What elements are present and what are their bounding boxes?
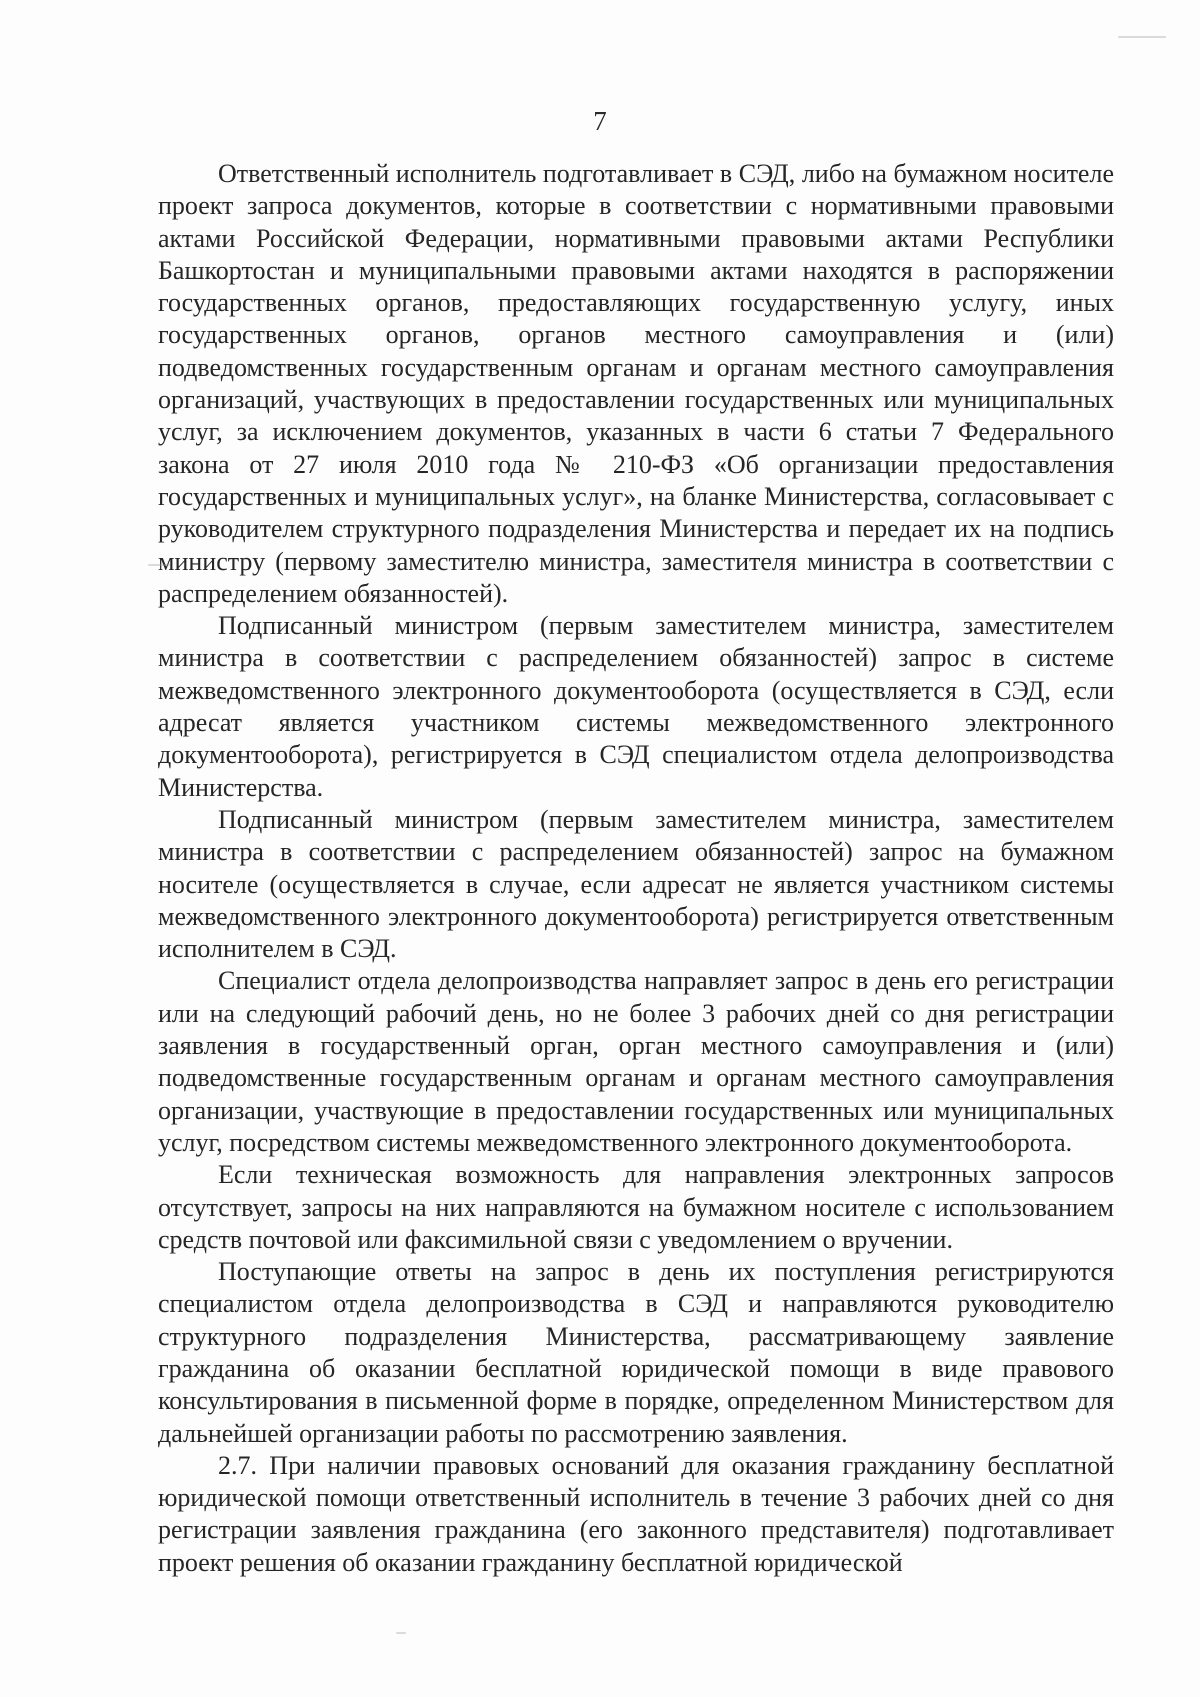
paragraph-postal-request: Если техническая возможность для направления электронных запросов отсутствует, запросы на них направляются на бумажном носителе с использованием средств почтовой или факсимильной связи с уведомлением о вручении.: [158, 1160, 1114, 1254]
scan-speck: [148, 564, 170, 566]
scan-speck: [1118, 36, 1166, 38]
paragraph-paper-request: Подписанный министром (первым заместителем министра, заместителем министра в соответствии с распределением обязанностей) запрос на бумажном носителе (осуществляется в случае, если адресат не является участником системы межведомственного электронного документооборота) регистрируется ответственным исполнителем в СЭД.: [158, 804, 1114, 964]
document-body: [158, 158, 1114, 1579]
paragraph-electronic-request: Подписанный министром (первым заместителем министра, заместителем министра в соответствии с распределением обязанностей) запрос в системе межведомственного электронного документооборота (осуществляется в СЭД, если адресат является участником системы межведомственного электронного документооборота), регистрируется в СЭД специалистом отдела делопроизводства Министерства.: [158, 611, 1114, 802]
paragraph-section-2-7: 2.7. При наличии правовых оснований для оказания гражданину бесплатной юридической помощи ответственный исполнитель в течение 3 рабочих дней со дня регистрации заявления гражданина (его законного представителя) подготавливает проект решения об оказании гражданину бесплатной юридической: [158, 1450, 1114, 1577]
paragraph-incoming-answers: Поступающие ответы на запрос в день их поступления регистрируются специалистом отдела делопроизводства в СЭД и направляются руководителю структурного подразделения Министерства, рассматривающему заявление гражданина об оказании бесплатной юридической помощи в виде правового консультирования в письменной форме в порядке, определенном Министерством для дальнейшей организации работы по рассмотрению заявления.: [158, 1257, 1114, 1448]
paragraph-request-sending: Специалист отдела делопроизводства направляет запрос в день его регистрации или на следующий рабочий день, но не более 3 рабочих дней со дня регистрации заявления в государственный орган, орган местного самоуправления и (или) подведомственные государственным органам и органам местного самоуправления организации, участвующие в предоставлении государственных или муниципальных услуг, посредством системы межведомственного электронного документооборота.: [158, 966, 1114, 1157]
scan-speck: [396, 1632, 406, 1634]
page-number: 7: [593, 106, 607, 136]
paragraph-request-preparation: Ответственный исполнитель подготавливает в СЭД, либо на бумажном носителе проект запроса документов, которые в соответствии с нормативными правовыми актами Российской Федерации, нормативными правовыми актами Республики Башкортостан и муниципальными правовыми актами находятся в распоряжении государственных органов, предоставляющих государственную услугу, иных государственных органов, органов местного самоуправления и (или) подведомственных государственным органам и органам местного самоуправления организаций, участвующих в предоставлении государственных или муниципальных услуг, за исключением документов, указанных в части 6 статьи 7 Федерального закона от 27 июля 2010 года № 210-ФЗ «Об организации предоставления государственных и муниципальных услуг», на бланке Министерства, согласовывает с руководителем структурного подразделения Министерства и передает их на подпись министру (первому заместителю министра, заместителя министра в соответствии с распределением обязанностей).: [158, 159, 1114, 608]
